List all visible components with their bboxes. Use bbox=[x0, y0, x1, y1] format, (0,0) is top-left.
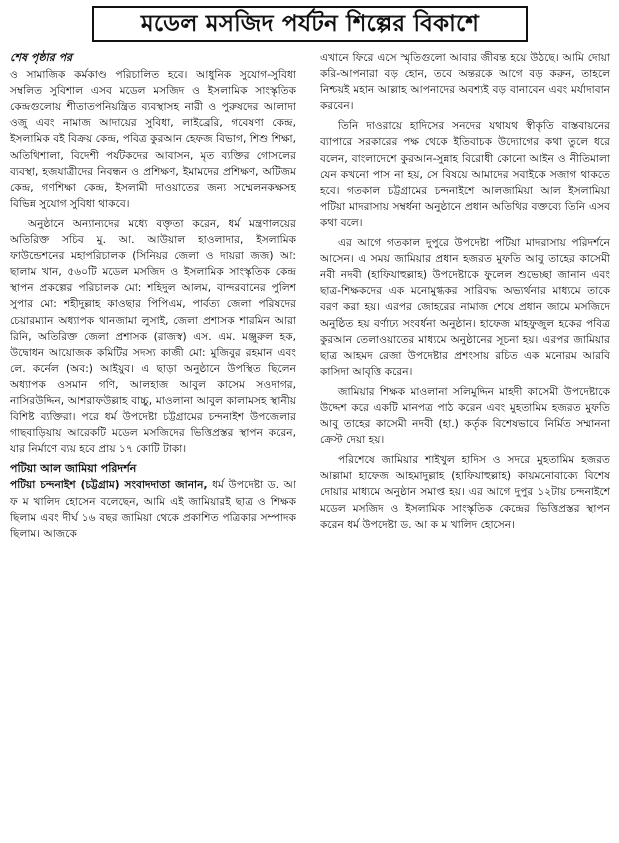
dateline: পটিয়া চন্দনাইশ (চট্টগ্রাম) সংবাদদাতা জানান, bbox=[10, 479, 208, 492]
right-paragraph-4: জামিয়ার শিক্ষক মাওলানা সলিমুদ্দিন মাহদী কাসেমী উপদেষ্টাকে উদ্দেশ করে একটি মানপত্র পাঠ করেন এবং মুহতামিম হজরত মুফতি আবু তাহের কাসেমী নদবী (হা.) কর্তৃক বিশেষভাবে নির্মিত সম্মাননা ক্রেস্ট দেয়া হয়। bbox=[320, 385, 610, 447]
left-paragraph-1: ও সামাজিক কর্মকাণ্ড পরিচালিত হবে। আধুনিক সুযোগ-সুবিধা সম্বলিত সুবিশাল এসব মডেল মসজিদ ও ইসলামিক সাংস্কৃতিক কেন্দ্রগুলোয় শীতাতপনিয়ন্ত্রিত ব্যবস্থাসহ নারী ও পুরুষদের আলাদা ওজু এবং নামাজ আদায়ের সুবিধা, লাইব্রেরি, গবেষণা কেন্দ্র, ইসলামিক বই বিক্রয় কেন্দ্র, পবিত্র কুরআন হেফজ বিভাগ, শিশু শিক্ষা, অতিথিশালা, বিদেশী পর্যটকদের আবাসন, মৃত ব্যক্তির গোসলের ব্যবস্থা, হজযাত্রীদের নিবন্ধন ও প্রশিক্ষণ, ইমামদের প্রশিক্ষণ, অটিজম কেন্দ্র, গণশিক্ষা কেন্দ্র, ইসলামী দাওয়াতের জন্য সম্মেলনকক্ষসহ বিভিন্ন সুযোগ সুবিধা থাকবে। bbox=[10, 69, 296, 210]
headline-box bbox=[92, 6, 528, 42]
right-paragraph-5: পরিশেষে জামিয়ার শাইখুল হাদিস ও সদরে মুহতামিম হজরত আল্লামা হাফেজ আহমাদুল্লাহ (হাফিযাহুল্লাহ) কায়মনোবাক্যে বিশেষ দোয়ার মাধ্যমে অনুষ্ঠান সমাপ্ত হয়। এর আগে দুপুর ১২টায় চন্দনাইশে মডেল মসজিদ ও ইসলামিক সাংস্কৃতিক কেন্দ্রের ভিত্তিপ্রস্তর স্থাপন করেন ধর্ম উপদেষ্টা ড. আ ক ম খালিদ হোসেন। bbox=[320, 454, 610, 531]
headline: মডেল মসজিদ পর্যটন শিল্পের বিকাশে bbox=[140, 10, 480, 37]
right-paragraph-2: তিনি দাওরায়ে হাদিসের সনদের যথাযথ স্বীকৃতি বাস্তবায়নের ব্যাপারে সরকারের পক্ষ থেকে ইতিবাচক উদ্যোগের কথা তুলে ধরে বলেন, বাংলাদেশে কুরআন-সুন্নাহ বিরোধী কোনো আইন ও নীতিমালা যেন কখনো পাস না হয়, সে বিষয়ে আমাদের সবাইকে সজাগ থাকতে হবে। গতকাল চট্টগ্রামের চন্দনাইশে আলজামিয়া আল ইসলামিয়া পটিয়া মাদরাসায় সম্বর্ধনা অনুষ্ঠানে প্রধান অতিথির বক্তব্যে তিনি এসব কথা বলে। bbox=[320, 120, 610, 229]
right-column bbox=[320, 50, 610, 838]
right-paragraph-1: এখানে ফিরে এসে স্মৃতিগুলো আবার জীবন্ত হয়ে উঠছে। আমি দোয়া করি-আপনারা বড় হোন, তবে অন্তরকে আগে বড় করুন, তাহলে নিশ্চয়ই মহান আল্লাহ আপনাদের অবশ্যই বড় বানাবেন এবং মর্যাদাবান করবেন। bbox=[320, 52, 610, 113]
left-paragraph-3 bbox=[10, 477, 296, 541]
continued-label: শেষ পৃষ্ঠার পর bbox=[10, 51, 73, 64]
left-paragraph-2: অনুষ্ঠানে অন্যান্যদের মধ্যে বক্তৃতা করেন, ধর্ম মন্ত্রণালয়ের অতিরিক্ত সচিব মু. আ. আউয়াল হাওলাদার, ইসলামিক ফাউন্ডেশনের মহাপরিচালক (সিনিয়র জেলা ও দায়রা জজ) আ: ছালাম খান, ৫৬০টি মডেল মসজিদ ও ইসলামিক সাংস্কৃতিক কেন্দ্র স্থাপন প্রকল্পের পরিচালক মো: শহিদুল আলম, বান্দরবানের পুলিশ সুপার মো: শহীদুল্লাহ কাওছার পিপিএম, পার্বত্য জেলা পরিষদের চেয়ারম্যান অধ্যাপক থানজামা লুসাই, জেলা প্রশাসক শারমিন আরা রিনি, অতিরিক্ত জেলা প্রশাসক (রাজস্ব) এস. এম. মঞ্জুরুল হক, উদ্বোধন আয়োজক কমিটির সদস্য কাজী মো: মুজিবুর রহমান এবং লে. কর্নেল (অব:) আইয়ুব। এ ছাড়া অনুষ্ঠানে উপস্থিত ছিলেন অধ্যাপক ওসমান গণি, আলহাজ আবুল কাসেম সওদাগর, নাসিরউদ্দিন, আশরাফউল্লাহ বাচ্চু, মাওলানা আবুল কালামসহ স্থানীয় বিশিষ্ট ব্যক্তিরা। পরে ধর্ম উপদেষ্টা চট্টগ্রামের চন্দনাইশ উপজেলার গাছবাড়িয়ায় আরেকটি মডেল মসজিদের ভিত্তিপ্রস্তর স্থাপন করেন, যার নির্মাণে ব্যয় হবে প্রায় ১৭ কোটি টাকা। bbox=[10, 217, 296, 456]
left-column bbox=[10, 50, 296, 838]
left-paragraph-3-text: ধর্ম উপদেষ্টা ড. আ ফ ম খালিদ হোসেন বলেছেন, আমি এই জামিয়ারই ছাত্র ও শিক্ষক ছিলাম এবং দীর্ঘ ১৬ বছর জামিয়া থেকে প্রকাশিত পত্রিকার সম্পাদক ছিলাম। আজকে bbox=[10, 479, 296, 540]
section-subheading: পটিয়া আল জামিয়া পরিদর্শন bbox=[10, 462, 137, 476]
right-paragraph-3: এর আগে গতকাল দুপুরে উপদেষ্টা পটিয়া মাদরাসায় পরিদর্শনে আসেন। এ সময় জামিয়ার প্রধান হজরত মুফতি আবু তাহের কাসেমী নবী নদবী (হাফিযাহুল্লাহ) উপদেষ্টাকে ফুলেল শুভেচ্ছা জানান এবং ছাত্র-শিক্ষকদের এক মনোমুগ্ধকর সারিবদ্ধ অভ্যর্থনার মাধ্যমে তাকে বরণ করা হয়। এরপর জোহরের নামাজ শেষে প্রধান জামে মসজিদে অনুষ্ঠিত হয় বর্ণাঢ্য সংবর্ধনা অনুষ্ঠান। হাফেজ মাহফুজুল হকের পবিত্র কুরআন তেলাওয়াতের মাধ্যমে অনুষ্ঠানের সূচনা হয়। এরপর জামিয়ার ছাত্র আহমদ রেজা উপদেষ্টার প্রশংসায় রচিত এক মনোরম আরবি কাসিদা আবৃত্তি করেন। bbox=[320, 237, 610, 378]
